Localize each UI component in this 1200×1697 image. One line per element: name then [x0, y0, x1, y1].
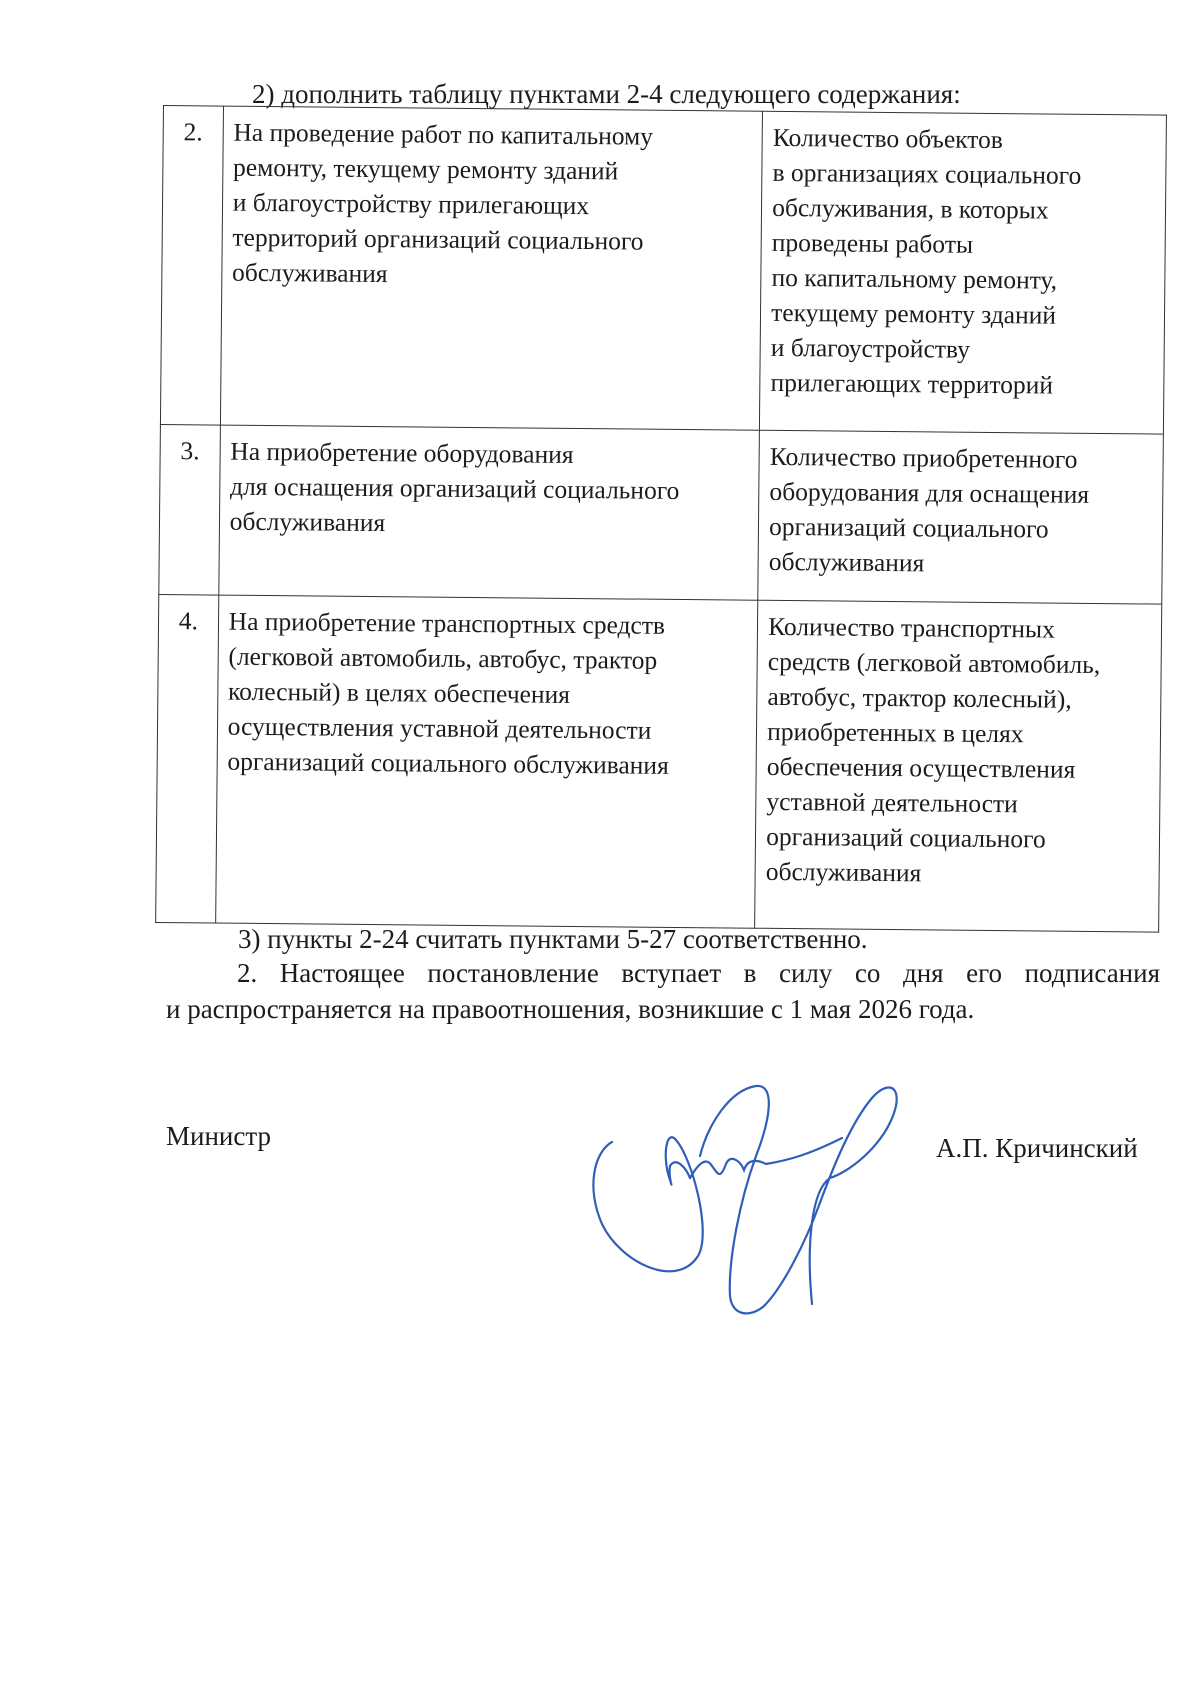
signatory-title: Министр [166, 1121, 271, 1151]
indicator-line: Количество объектов [772, 122, 1004, 155]
signature-stroke [690, 1138, 842, 1178]
description-line: На приобретение транспортных средств [228, 606, 666, 640]
description-line: и благоустройству прилегающих [232, 187, 590, 221]
description-line: осуществления уставной деятельности [227, 711, 652, 745]
indicator-line: средств (легковой автомобиль, [767, 646, 1101, 680]
indicator-line: автобус, трактор колесный), [767, 681, 1072, 714]
description-line: обслуживания [231, 257, 388, 289]
table-row [156, 594, 1162, 932]
signature-stroke [810, 1088, 897, 1304]
row-description [220, 106, 762, 430]
indicator-line: оборудования для оснащения [769, 476, 1090, 509]
description-line: обслуживания [229, 506, 386, 538]
description-line: организаций социального обслуживания [227, 746, 669, 780]
indicator-line: и благоустройству [770, 332, 971, 364]
indicator-line: приобретенных в целях [767, 716, 1024, 749]
description-line: ремонту, текущему ремонту зданий [232, 152, 619, 186]
description-line: На проведение работ по капитальному [233, 117, 654, 151]
indicator-line: Количество транспортных [768, 611, 1056, 644]
indicator-line: организаций социального [766, 821, 1046, 854]
row-indicator [758, 430, 1163, 604]
indicator-line: текущему ремонту зданий [771, 297, 1057, 330]
renumber-paragraph: 3) пункты 2-24 считать пунктами 5-27 соответственно. [238, 924, 868, 954]
handwritten-signature [580, 1060, 920, 1330]
intro-paragraph: 2) дополнить таблицу пунктами 2-4 следующего содержания: [252, 79, 961, 109]
signatory-name: А.П. Кричинский [936, 1133, 1138, 1163]
indicator-line: по капитальному ремонту, [771, 262, 1058, 295]
row-number: 4. [156, 594, 219, 923]
row-number: 2. [160, 106, 223, 426]
description-line: колесный) в целях обеспечения [227, 676, 571, 709]
indicator-line: прилегающих территорий [770, 367, 1054, 400]
row-indicator [760, 111, 1167, 434]
indicator-line: обслуживания, в которых [772, 192, 1049, 225]
row-number: 3. [159, 424, 220, 595]
effective-date-line-2: и распространяется на правоотношения, возникшие с 1 мая 2026 года. [166, 994, 975, 1024]
amendment-table [155, 105, 1167, 933]
table-row [160, 106, 1166, 435]
row-description [215, 595, 758, 928]
description-line: На приобретение оборудования [230, 436, 574, 469]
signature-stroke [593, 1137, 702, 1271]
indicator-line: организаций социального [769, 511, 1049, 544]
indicator-line: в организациях социального [772, 157, 1082, 190]
description-line: для оснащения организаций социального [229, 471, 680, 505]
indicator-line: обеспечения осуществления [766, 751, 1076, 784]
indicator-line: Количество приобретенного [769, 441, 1078, 474]
description-line: (легковой автомобиль, автобус, трактор [228, 641, 658, 675]
row-indicator [755, 600, 1162, 932]
effective-date-paragraph [166, 955, 1160, 1027]
row-description [219, 425, 760, 600]
indicator-line: уставной деятельности [766, 786, 1018, 819]
indicator-line: обслуживания [765, 856, 922, 888]
signature-stroke [700, 1086, 818, 1314]
description-line: территорий организаций социального [232, 222, 644, 256]
effective-date-line-1: 2. Настоящее постановление вступает в силу со дня его подписания [237, 958, 1160, 988]
indicator-line: обслуживания [768, 546, 925, 578]
indicator-line: проведены работы [771, 227, 974, 259]
table-row [159, 424, 1164, 604]
